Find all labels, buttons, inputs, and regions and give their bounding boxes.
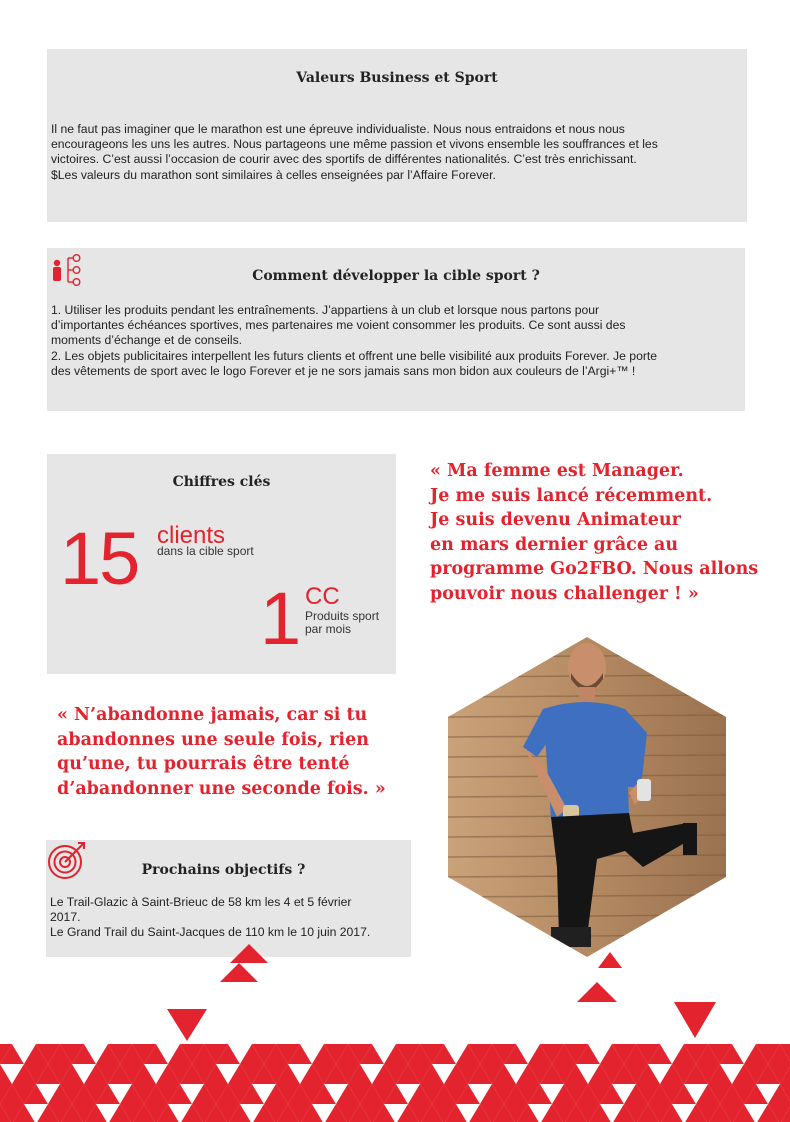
values-line: encourageons les uns les autres. Nous partageons une même passion et vivons ensemble les souffrances et les bbox=[51, 137, 658, 152]
cc-number: 1 bbox=[260, 577, 302, 660]
quote-line: « N’abandonne jamais, car si tu bbox=[57, 705, 368, 725]
target-text bbox=[51, 303, 735, 379]
clients-unit: clients bbox=[157, 522, 226, 549]
goals-line: Le Trail-Glazic à Saint-Brieuc de 58 km les 4 et 5 février bbox=[50, 895, 352, 909]
manager-quote bbox=[430, 459, 758, 606]
key-figures-title: Chiffres clés bbox=[172, 474, 271, 490]
clients-caption: dans la cible sport bbox=[157, 544, 254, 558]
key-figures-panel bbox=[47, 454, 396, 674]
goals-panel bbox=[46, 840, 411, 957]
cc-unit: CC bbox=[305, 583, 340, 610]
quote-line: « Ma femme est Manager. bbox=[430, 461, 684, 481]
goals-line: Le Grand Trail du Saint-Jacques de 110 km le 10 juin 2017. bbox=[50, 925, 371, 940]
quote-line: qu’une, tu pourrais être tenté bbox=[57, 754, 350, 774]
quote-line: Je suis devenu Animateur bbox=[430, 510, 681, 530]
triangle-band bbox=[0, 1044, 790, 1122]
target-line: d’importantes échéances sportives, mes partenaires me voient consommer les produits. Ce sont aussi des bbox=[51, 318, 626, 333]
quote-line: programme Go2FBO. Nous allons bbox=[430, 559, 759, 579]
values-text bbox=[51, 122, 737, 183]
quote-line: abandonnes une seule fois, rien bbox=[57, 729, 369, 750]
target-panel bbox=[47, 248, 745, 411]
values-line: $Les valeurs du marathon sont similaires à celles enseignées par l’Affaire Forever. bbox=[51, 167, 496, 182]
goals-title: Prochains objectifs ? bbox=[141, 862, 306, 878]
quote-line: en mars dernier grâce au bbox=[430, 534, 679, 555]
never-give-up-quote bbox=[57, 703, 386, 801]
clients-number: 15 bbox=[60, 517, 139, 600]
target-line: 1. Utiliser les produits pendant les entraînements. J’appartiens à un club et lorsque nous partons pour bbox=[51, 303, 600, 317]
quote-line: d’abandonner une seconde fois. » bbox=[57, 778, 386, 799]
values-panel bbox=[47, 49, 747, 222]
values-line: Il ne faut pas imaginer que le marathon est une épreuve individualiste. Nous nous entraidons et nous nous bbox=[51, 122, 625, 136]
target-line: moments d’échange et de conseils. bbox=[51, 333, 243, 348]
triangle-pattern-footer bbox=[0, 962, 790, 1122]
values-line: victoires. C’est aussi l’occasion de courir avec des sportifs de différentes nationalités. C’est très enrichissant. bbox=[51, 152, 637, 167]
target-line: 2. Les objets publicitaires interpellent les futurs clients et offrent une belle visibilité aux produits Forever. Je porte bbox=[51, 348, 658, 363]
cc-caption bbox=[305, 610, 379, 636]
quote-line: Je me suis lancé récemment. bbox=[430, 485, 713, 506]
quote-line: pouvoir nous challenger ! » bbox=[430, 583, 699, 604]
target-title: Comment développer la cible sport ? bbox=[252, 268, 540, 284]
cc-caption-line: par mois bbox=[305, 622, 352, 636]
goals-line: 2017. bbox=[50, 910, 81, 925]
target-line: des vêtements de sport avec le logo Forever et je ne sors jamais sans mon bidon aux couleurs de l’Argi+™ ! bbox=[51, 363, 636, 378]
runner-photo bbox=[447, 637, 727, 957]
values-title: Valeurs Business et Sport bbox=[296, 70, 498, 86]
goals-text bbox=[50, 895, 401, 941]
cc-caption-line: Produits sport bbox=[305, 609, 380, 623]
